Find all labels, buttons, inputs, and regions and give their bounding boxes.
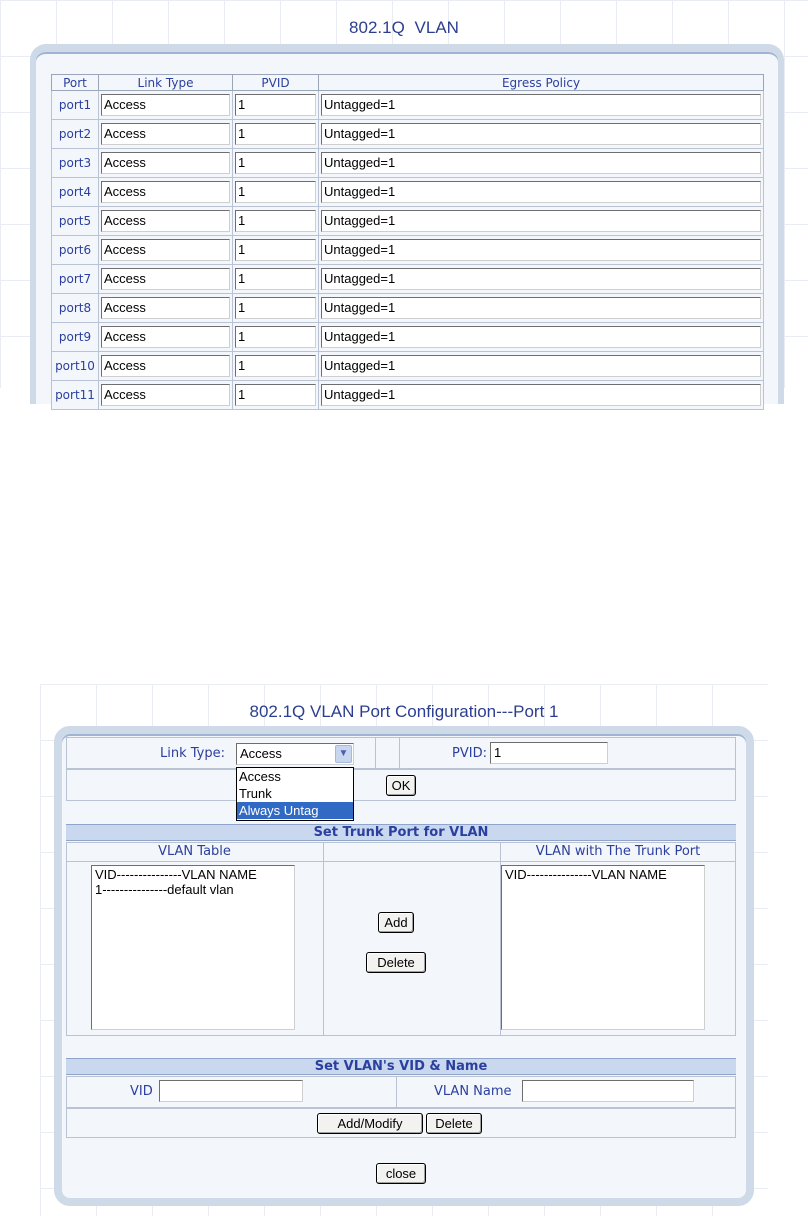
close-button[interactable]: close [376,1163,426,1184]
port-table [51,74,764,410]
table-row [52,149,764,178]
table-row [52,352,764,381]
vlan-port-table-panel [0,0,808,402]
egress-cell [319,178,764,207]
egress-cell [319,149,764,178]
pvid-field[interactable]: 1 [235,123,316,145]
link-type-field[interactable]: Access [101,268,230,290]
link-type-cell [99,149,233,178]
link-type-value: Access [240,746,282,761]
vlan-table-listbox[interactable] [91,865,295,1030]
table-header-row [52,75,764,91]
pvid-cell [233,120,319,149]
table-row [52,91,764,120]
pvid-cell [233,207,319,236]
port-link[interactable]: port8 [52,294,99,323]
link-type-field[interactable]: Access [101,326,230,348]
table-row [52,207,764,236]
pvid-cell [233,149,319,178]
list-item[interactable]: VID---------------VLAN NAME [95,867,257,882]
table-row [52,236,764,265]
link-type-cell [99,178,233,207]
port-link[interactable]: port9 [52,323,99,352]
pvid-label: PVID: [452,746,487,761]
dropdown-option-access[interactable]: Access [239,769,281,784]
pvid-field[interactable]: 1 [235,297,316,319]
pvid-cell [233,323,319,352]
egress-policy-field[interactable]: Untagged=1 [321,123,761,145]
egress-policy-field[interactable]: Untagged=1 [321,384,761,406]
link-type-field[interactable]: Access [101,297,230,319]
trunk-vlan-header: VLAN with The Trunk Port [535,844,701,859]
ok-button[interactable]: OK [386,775,416,796]
pvid-field[interactable]: 1 [235,94,316,116]
vid-input[interactable] [159,1080,303,1102]
pvid-cell [233,294,319,323]
pvid-field[interactable]: 1 [235,239,316,261]
egress-policy-field[interactable]: Untagged=1 [321,152,761,174]
table-row [52,294,764,323]
pvid-field[interactable]: 1 [235,355,316,377]
column-header-egress-policy: Egress Policy [319,75,764,91]
column-header-link-type: Link Type [99,75,233,91]
link-type-cell [99,352,233,381]
egress-policy-field[interactable]: Untagged=1 [321,210,761,232]
egress-policy-field[interactable]: Untagged=1 [321,326,761,348]
link-type-field[interactable]: Access [101,239,230,261]
link-type-cell [99,207,233,236]
link-type-select[interactable] [236,743,354,765]
link-type-cell [99,120,233,149]
vid-label: VID [130,1084,153,1099]
link-type-field[interactable]: Access [101,181,230,203]
link-type-field[interactable]: Access [101,94,230,116]
pvid-field[interactable]: 1 [235,210,316,232]
column-header-pvid: PVID [233,75,319,91]
link-type-field[interactable]: Access [101,384,230,406]
port-config-panel [40,684,768,1216]
pvid-cell [233,91,319,120]
table-row [52,323,764,352]
port-link[interactable]: port7 [52,265,99,294]
pvid-cell [233,352,319,381]
egress-policy-field[interactable]: Untagged=1 [321,268,761,290]
port-link[interactable]: port3 [52,149,99,178]
pvid-cell [233,381,319,410]
link-type-cell [99,381,233,410]
table-row [52,381,764,410]
trunk-section-header: Set Trunk Port for VLAN [66,824,736,841]
egress-cell [319,265,764,294]
pvid-field[interactable]: 1 [235,384,316,406]
port-link[interactable]: port2 [52,120,99,149]
chevron-down-icon[interactable]: ▼ [335,745,352,763]
link-type-field[interactable]: Access [101,123,230,145]
trunk-vlan-listbox[interactable] [501,865,705,1030]
port-link[interactable]: port10 [52,352,99,381]
pvid-field[interactable]: 1 [235,152,316,174]
vlan-name-label: VLAN Name [434,1084,512,1099]
list-item[interactable]: 1---------------default vlan [95,882,234,897]
vlan-table-header: VLAN Table [158,844,231,859]
link-type-cell [99,265,233,294]
egress-cell [319,294,764,323]
link-type-field[interactable]: Access [101,152,230,174]
link-type-cell [99,323,233,352]
pvid-cell [233,265,319,294]
pvid-cell [233,236,319,265]
egress-cell [319,120,764,149]
table-row [52,265,764,294]
egress-cell [319,352,764,381]
delete-button[interactable]: Delete [366,952,426,973]
egress-cell [319,381,764,410]
pvid-input[interactable]: 1 [490,742,608,764]
port-link[interactable]: port4 [52,178,99,207]
link-type-cell [99,236,233,265]
add-button[interactable]: Add [378,912,414,933]
vid-section-header: Set VLAN's VID & Name [66,1058,736,1075]
link-type-cell [99,91,233,120]
egress-policy-field[interactable]: Untagged=1 [321,297,761,319]
egress-policy-field[interactable]: Untagged=1 [321,355,761,377]
egress-cell [319,207,764,236]
column-header-port: Port [52,75,99,91]
link-type-cell [99,294,233,323]
link-type-dropdown-list[interactable] [236,767,354,821]
page-title: 802.1Q VLAN [349,18,459,37]
list-item[interactable]: VID---------------VLAN NAME [505,867,667,882]
egress-policy-field[interactable]: Untagged=1 [321,181,761,203]
port-link[interactable]: port5 [52,207,99,236]
table-row [52,178,764,207]
pvid-field[interactable]: 1 [235,268,316,290]
dropdown-option-always-untag[interactable]: Always Untag [237,802,353,819]
egress-cell [319,91,764,120]
egress-cell [319,323,764,352]
link-type-field[interactable]: Access [101,210,230,232]
port-link[interactable]: port6 [52,236,99,265]
egress-policy-field[interactable]: Untagged=1 [321,94,761,116]
port-link[interactable]: port11 [52,381,99,410]
pvid-field[interactable]: 1 [235,326,316,348]
egress-policy-field[interactable]: Untagged=1 [321,239,761,261]
egress-cell [319,236,764,265]
config-title: 802.1Q VLAN Port Configuration---Port 1 [249,702,559,721]
add-modify-button[interactable]: Add/Modify [317,1113,423,1134]
delete-vid-button[interactable]: Delete [426,1113,482,1134]
pvid-field[interactable]: 1 [235,181,316,203]
dropdown-option-trunk[interactable]: Trunk [239,786,272,801]
link-type-label: Link Type: [160,746,225,761]
port-link[interactable]: port1 [52,91,99,120]
pvid-cell [233,178,319,207]
vlan-name-input[interactable] [522,1080,694,1102]
link-type-field[interactable]: Access [101,355,230,377]
table-row [52,120,764,149]
